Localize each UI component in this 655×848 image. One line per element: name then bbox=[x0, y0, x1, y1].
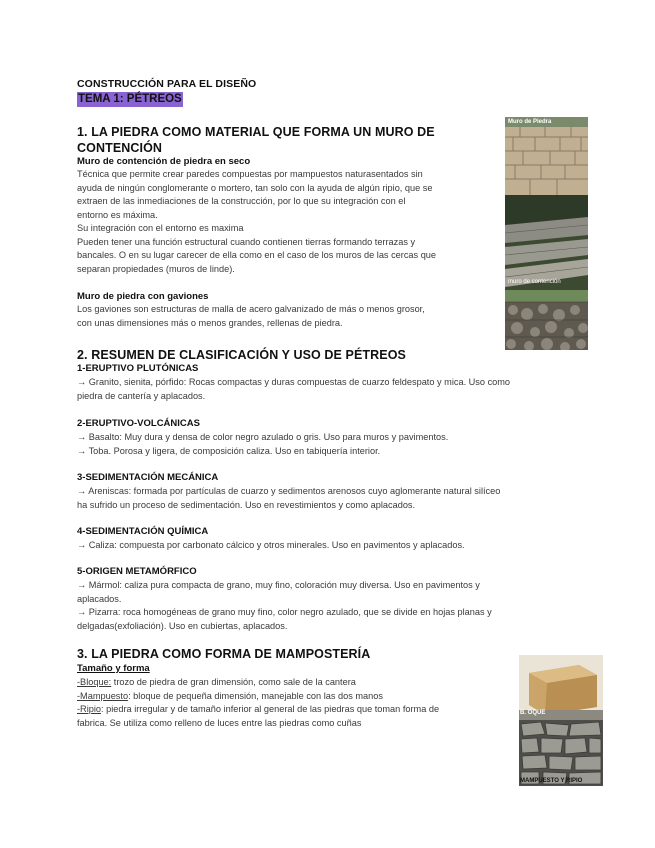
text-line: delgadas(exfoliación). Uso en cubiertas, aplacados. bbox=[77, 620, 288, 631]
text-line: -Mampuesto: bloque de pequeña dimensión, manejable con las dos manos bbox=[77, 690, 383, 701]
section-3-subtitle: Tamaño y forma bbox=[77, 663, 150, 674]
course-title: CONSTRUCCIÓN PARA EL DISEÑO bbox=[77, 78, 257, 90]
photo-caption: Muro de Piedra bbox=[508, 119, 552, 125]
section-2-title: 2. RESUMEN DE CLASIFICACIÓN Y USO DE PÉTREOS bbox=[77, 348, 406, 362]
section-1-title: 1. LA PIEDRA COMO MATERIAL QUE FORMA UN MURO DE CONTENCIÓN bbox=[77, 125, 435, 155]
retaining-wall-photo bbox=[505, 195, 588, 290]
group-heading: 5-ORIGEN METAMÓRFICO bbox=[77, 566, 197, 577]
section-1-paragraph-dry bbox=[77, 168, 502, 276]
text-line: entorno es máxima. bbox=[77, 209, 158, 220]
text-line: → Toba. Porosa y ligera, de composición caliza. Uso en tabiquería interior. bbox=[77, 445, 381, 456]
text-line: → Basalto: Muy dura y densa de color negro azulado o gris. Uso para muros y pavimentos. bbox=[77, 432, 449, 442]
group-heading: 2-ERUPTIVO-VOLCÁNICAS bbox=[77, 418, 200, 429]
text-line: Su integración con el entorno es maxima bbox=[77, 223, 244, 233]
text-line: → Granito, sienita, pórfido: Rocas compactas y duras compuestas de cuarzo feldespato y mica. Uso como bbox=[77, 377, 511, 387]
block-stone-photo bbox=[519, 655, 603, 720]
text-line: Los gaviones son estructuras de malla de acero galvanizado de más o menos grosor, bbox=[77, 304, 425, 314]
text-line: -Bloque: trozo de piedra de gran dimensión, como sale de la cantera bbox=[77, 677, 356, 687]
group-text bbox=[77, 539, 577, 553]
dry-stone-wall-photo bbox=[505, 117, 588, 195]
group-heading: 3-SEDIMENTACIÓN MECÁNICA bbox=[77, 472, 219, 483]
photo-caption: MAMPUESTO Y RIPIO bbox=[520, 778, 583, 784]
text-line: extraen de las inmediaciones de la construcción, por lo que su integración con el bbox=[77, 196, 406, 206]
text-line: con unas dimensiones más o menos grandes, rellenas de piedra. bbox=[77, 317, 343, 328]
section-3-text bbox=[77, 676, 517, 730]
gabion-wall-photo bbox=[505, 290, 588, 350]
text-line: fabrica. Se utiliza como relleno de luces entre las piedras como cuñas bbox=[77, 717, 362, 728]
section-3-title: 3. LA PIEDRA COMO FORMA DE MAMPOSTERÍA bbox=[77, 647, 371, 661]
photo-caption: B. OQUE bbox=[520, 710, 546, 716]
section-1-subtitle-dry: Muro de contención de piedra en seco bbox=[77, 156, 251, 167]
topic-highlight: TEMA 1: PÉTREOS bbox=[78, 93, 182, 105]
group-heading: 1-ERUPTIVO PLUTÓNICAS bbox=[77, 363, 199, 374]
text-line: Pueden tener una función estructural cuando contienen tierras formando terrazas y bbox=[77, 236, 416, 247]
photo-caption: muro de contención bbox=[508, 279, 561, 285]
group-heading: 4-SEDIMENTACIÓN QUÍMICA bbox=[77, 526, 209, 537]
text-line: piedra de cantería y aplacados. bbox=[77, 390, 206, 401]
group-text bbox=[77, 431, 577, 458]
masonry-wall-photo bbox=[519, 720, 603, 786]
text-line: Técnica que permite crear paredes compuestas por mampuestos naturasentados sin bbox=[77, 169, 423, 179]
text-line: → Caliza: compuesta por carbonato cálcico y otros minerales. Uso en pavimentos y aplacados. bbox=[77, 540, 465, 550]
text-line: aplacados. bbox=[77, 593, 122, 604]
text-line: → Pizarra: roca homogéneas de grano muy fino, color negro azulado, que se divide en hojas planas y bbox=[77, 607, 492, 617]
text-line: separan propiedades (muros de linde). bbox=[77, 263, 235, 274]
group-text bbox=[77, 485, 577, 512]
text-line: ha sufrido un proceso de sedimentación. Uso en revestimientos y como aplacados. bbox=[77, 499, 416, 510]
text-line: bancales. O en su lugar carecer de ella como en el caso de los muros de las cercas que bbox=[77, 250, 437, 260]
group-text bbox=[77, 579, 577, 633]
text-line: ayuda de ningún conglomerante o mortero, tan solo con la ayuda de algún ripio, que se bbox=[77, 182, 433, 193]
text-line: → Mármol: caliza pura compacta de grano, muy fino, coloración muy diversa. Uso en pavimentos y bbox=[77, 580, 480, 590]
text-line: → Areniscas: formada por partículas de cuarzo y sedimentos arenosos cuyo aglomerante natural silíceo bbox=[77, 486, 501, 496]
text-line: -Ripio: piedra irregular y de tamaño inferior al general de las piedras que toman forma de bbox=[77, 704, 440, 714]
section-1-subtitle-gabion: Muro de piedra con gaviones bbox=[77, 291, 209, 302]
group-text bbox=[77, 376, 577, 403]
section-1-paragraph-gabion bbox=[77, 303, 502, 330]
